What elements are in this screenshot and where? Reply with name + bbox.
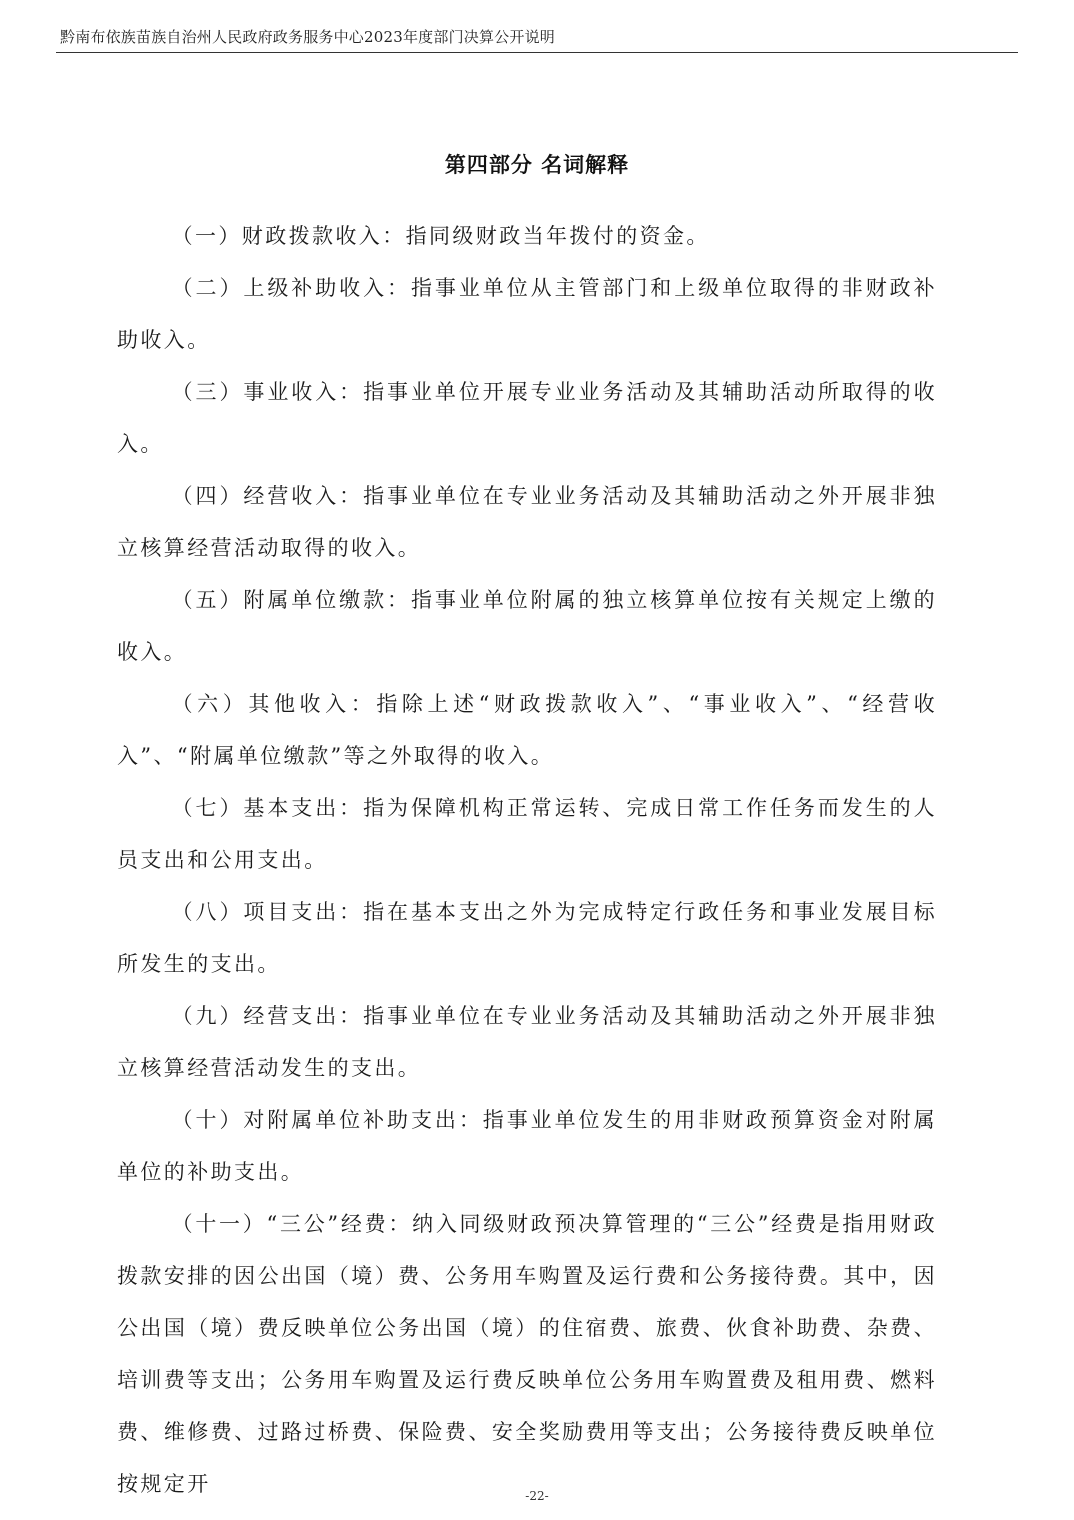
glossary-item-3: （三）事业收入：指事业单位开展专业业务活动及其辅助活动所取得的收入。	[117, 380, 937, 456]
running-header: 黔南布依族苗族自治州人民政府政务服务中心2023年度部门决算公开说明	[60, 28, 555, 46]
page-number: -22-	[525, 1489, 549, 1503]
glossary-item-8: （八）项目支出：指在基本支出之外为完成特定行政任务和事业发展目标所发生的支出。	[117, 900, 937, 976]
glossary-item-1: （一）财政拨款收入：指同级财政当年拨付的资金。	[171, 224, 710, 248]
header-divider	[56, 52, 1018, 53]
glossary-item-10: （十）对附属单位补助支出：指事业单位发生的用非财政预算资金对附属单位的补助支出。	[117, 1108, 937, 1184]
glossary-item-9: （九）经营支出：指事业单位在专业业务活动及其辅助活动之外开展非独立核算经营活动发生的支出。	[117, 1004, 937, 1080]
glossary-item-5: （五）附属单位缴款：指事业单位附属的独立核算单位按有关规定上缴的收入。	[117, 588, 937, 664]
glossary-item-6: （六）其他收入：指除上述“财政拨款收入”、“事业收入”、“经营收入”、“附属单位缴款”等之外取得的收入。	[117, 692, 937, 768]
glossary-body	[117, 210, 937, 1510]
glossary-item-4: （四）经营收入：指事业单位在专业业务活动及其辅助活动之外开展非独立核算经营活动取得的收入。	[117, 484, 937, 560]
section-title: 第四部分 名词解释	[444, 153, 630, 177]
glossary-item-11: （十一）“三公”经费：纳入同级财政预决算管理的“三公”经费是指用财政拨款安排的因公出国（境）费、公务用车购置及运行费和公务接待费。其中，因公出国（境）费反映单位公务出国（境）的住宿费、旅费、伙食补助费、杂费、培训费等支出；公务用车购置及运行费反映单位公务用车购置费及租用费、燃料费、维修费、过路过桥费、保险费、安全奖励费用等支出；公务接待费反映单位按规定开	[117, 1212, 937, 1496]
glossary-item-7: （七）基本支出：指为保障机构正常运转、完成日常工作任务而发生的人员支出和公用支出。	[117, 796, 937, 872]
glossary-item-2: （二）上级补助收入：指事业单位从主管部门和上级单位取得的非财政补助收入。	[117, 276, 937, 352]
